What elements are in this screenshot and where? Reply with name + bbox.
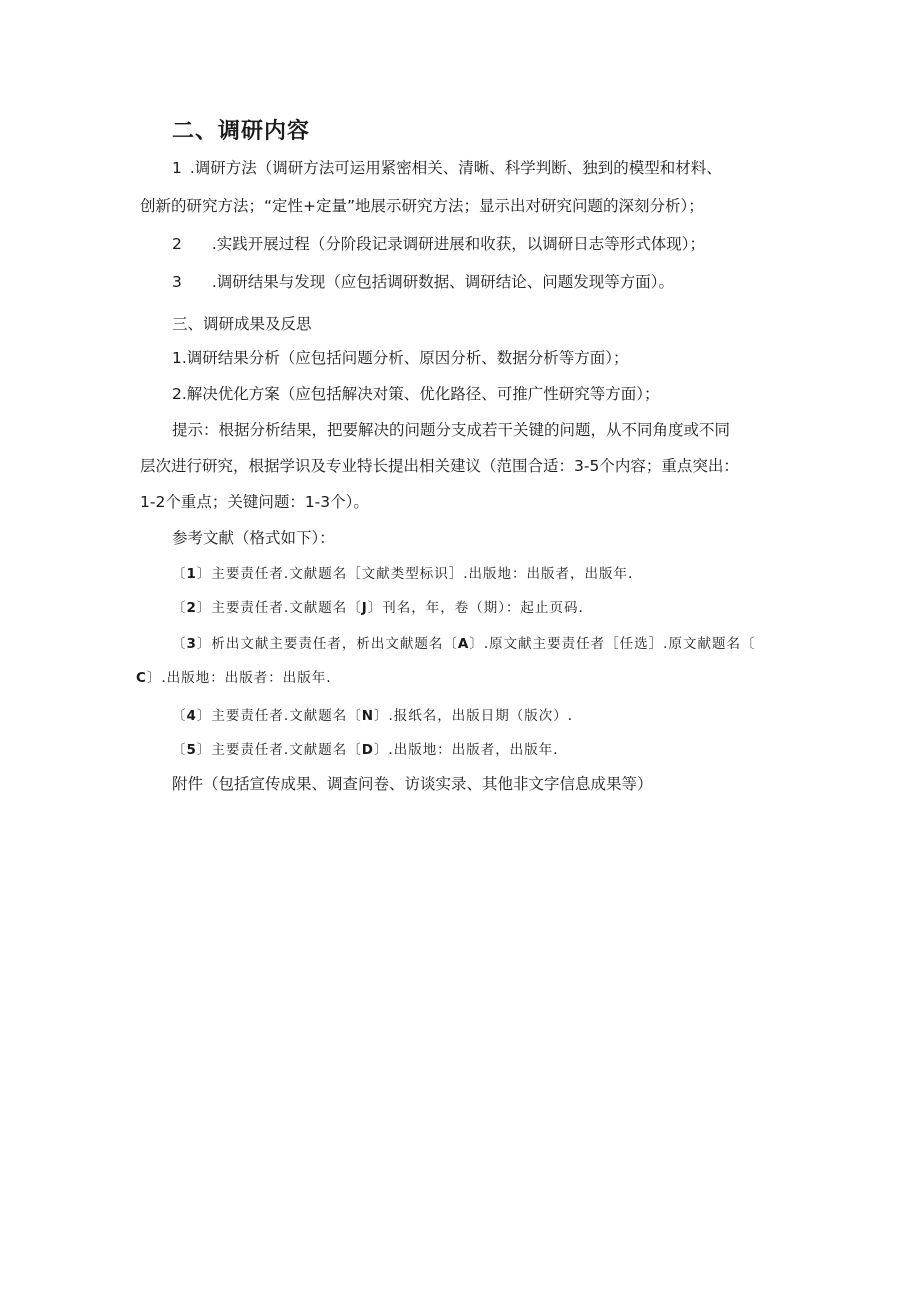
section-3-heading: 三、调研成果及反思: [172, 315, 312, 333]
reference-text: 〕.出版地：出版者，出版年.: [373, 742, 559, 758]
reference-number: 5: [186, 742, 197, 758]
reference-number: 1: [186, 566, 197, 582]
item-text: .调研结果与发现（应包括调研数据、调研结论、问题发现等方面）。: [211, 273, 675, 291]
section-2-heading: 二、调研内容: [172, 119, 311, 144]
reference-number: 3: [186, 636, 197, 652]
reference-text: 〕主要责任者.文献题名［文献类型标识］.出版地：出版者，出版年.: [196, 566, 634, 582]
section-2-item-2: [172, 226, 705, 262]
reference-text: 〕主要责任者.文献题名〔: [196, 742, 362, 758]
reference-text: 〕.原文献主要责任者［任选］.原文献题名〔: [469, 636, 756, 652]
bracket: 〔: [172, 600, 187, 616]
bracket: 〔: [172, 636, 187, 652]
tip-line-3: 1-2个重点；关键问题：1-3个）。: [140, 493, 369, 511]
section-3-item-2: 2.解决优化方案（应包括解决对策、优化路径、可推广性研究等方面）；: [172, 385, 660, 403]
bracket: 〔: [172, 742, 187, 758]
reference-1: [172, 562, 633, 582]
type-code: D: [361, 742, 374, 758]
bracket: 〔: [172, 566, 187, 582]
references-title: 参考文献（格式如下）：: [172, 529, 335, 547]
reference-text: 〕.报纸名，出版日期（版次）.: [374, 708, 574, 724]
section-2-item-1-cont: 创新的研究方法；“定性+定量”地展示研究方法；显示出对研究问题的深刻分析）；: [140, 197, 704, 215]
item-text: .调研方法（调研方法可运用紧密相关、清晰、科学判断、独到的模型和材料、: [189, 159, 722, 177]
reference-5: [172, 738, 559, 758]
reference-number: 2: [186, 600, 197, 616]
reference-text: 〕析出文献主要责任者，析出文献题名〔: [196, 636, 458, 652]
item-number: 3: [172, 273, 182, 291]
type-code: A: [457, 636, 470, 652]
tip-line-1: 提示：根据分析结果，把要解决的问题分支成若干关键的问题，从不同角度或不同: [172, 421, 731, 439]
type-code: N: [361, 708, 375, 724]
reference-2: [172, 596, 584, 616]
reference-text: 〕主要责任者.文献题名〔: [196, 708, 362, 724]
section-2-item-1: [172, 150, 722, 186]
section-3-item-1: 1.调研结果分析（应包括问题分析、原因分析、数据分析等方面）；: [172, 349, 629, 367]
item-number: 2: [172, 235, 182, 253]
item-text: .实践开展过程（分阶段记录调研进展和收获，以调研日志等形式体现）；: [211, 235, 706, 253]
reference-text: 〕.出版地：出版者：出版年.: [146, 670, 332, 686]
reference-4: [172, 704, 573, 724]
reference-3-cont: [136, 666, 332, 686]
reference-text: 〕主要责任者.文献题名〔: [196, 600, 362, 616]
bracket: 〔: [172, 708, 187, 724]
section-2-item-3: [172, 264, 674, 300]
reference-3: [172, 632, 755, 652]
attachment-note: 附件（包括宣传成果、调查问卷、访谈实录、其他非文字信息成果等）: [172, 775, 653, 793]
type-code: J: [361, 600, 368, 616]
tip-line-2: 层次进行研究，根据学识及专业特长提出相关建议（范围合适：3-5个内容；重点突出：: [140, 457, 739, 475]
item-number: 1: [172, 159, 182, 177]
reference-text: 〕刊名，年，卷（期）：起止页码.: [367, 600, 584, 616]
type-code: C: [136, 670, 147, 686]
reference-number: 4: [186, 708, 197, 724]
